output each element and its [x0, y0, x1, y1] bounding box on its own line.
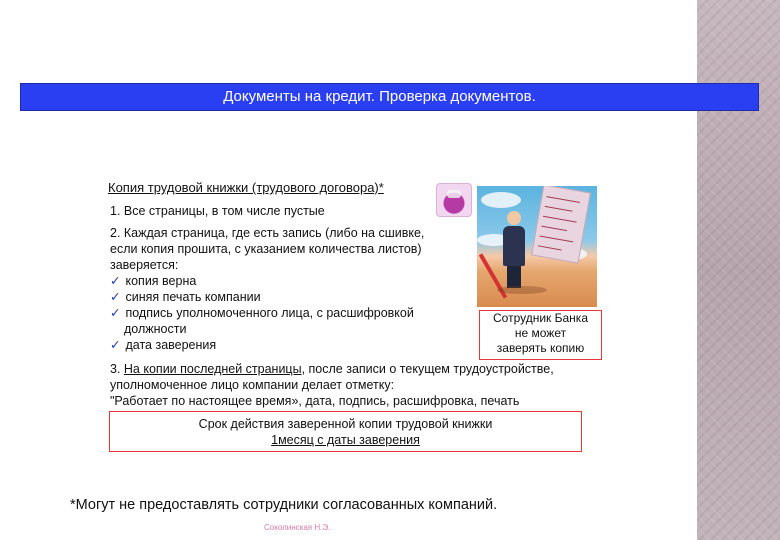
check-item: ✓ дата заверения [110, 338, 217, 352]
list-item-3-line1: 3. На копии последней страницы, после записи о текущем трудоустройстве, [110, 362, 554, 376]
checkmark-icon: ✓ [110, 274, 121, 288]
check-item-continuation: должности [124, 322, 187, 336]
check-item: ✓ копия верна [110, 274, 197, 288]
author-credit: Соколинская Н.Э. [264, 523, 331, 532]
check-item: ✓ подпись уполномоченного лица, с расшифровкой [110, 306, 414, 320]
slide-title-bar [20, 83, 759, 111]
list-item-2-line3: заверяется: [110, 258, 179, 272]
checkmark-icon: ✓ [110, 306, 121, 320]
underlined-phrase: На копии последней страницы [123, 362, 302, 376]
list-item-1: 1. Все страницы, в том числе пустые [110, 204, 325, 218]
checkmark-icon: ✓ [110, 290, 121, 304]
check-item: ✓ синяя печать компании [110, 290, 261, 304]
list-item-3-line2: уполномоченное лицо компании делает отметку: [110, 378, 395, 392]
section-heading: Копия трудовой книжки (трудового договора)* [108, 180, 384, 195]
slide-title: Документы на кредит. Проверка документов. [223, 88, 536, 105]
businessman-illustration [477, 186, 597, 307]
validity-period-box: Срок действия заверенной копии трудовой книжки 1месяц с даты заверения [109, 411, 582, 452]
decorative-side-panel [697, 0, 780, 540]
exclamation-icon [436, 183, 472, 217]
bank-employee-note: Сотрудник Банка не может заверять копию [479, 310, 602, 360]
list-item-3-line3: "Работает по настоящее время», дата, подпись, расшифровка, печать [110, 394, 520, 408]
footnote: *Могут не предоставлять сотрудники согласованных компаний. [70, 497, 498, 513]
list-item-2-line1: 2. Каждая страница, где есть запись (либо на сшивке, [110, 226, 425, 240]
validity-duration: 1месяц с даты заверения [271, 433, 420, 447]
list-item-2-line2: если копия прошита, с указанием количества листов) [110, 242, 422, 256]
checkmark-icon: ✓ [110, 338, 121, 352]
